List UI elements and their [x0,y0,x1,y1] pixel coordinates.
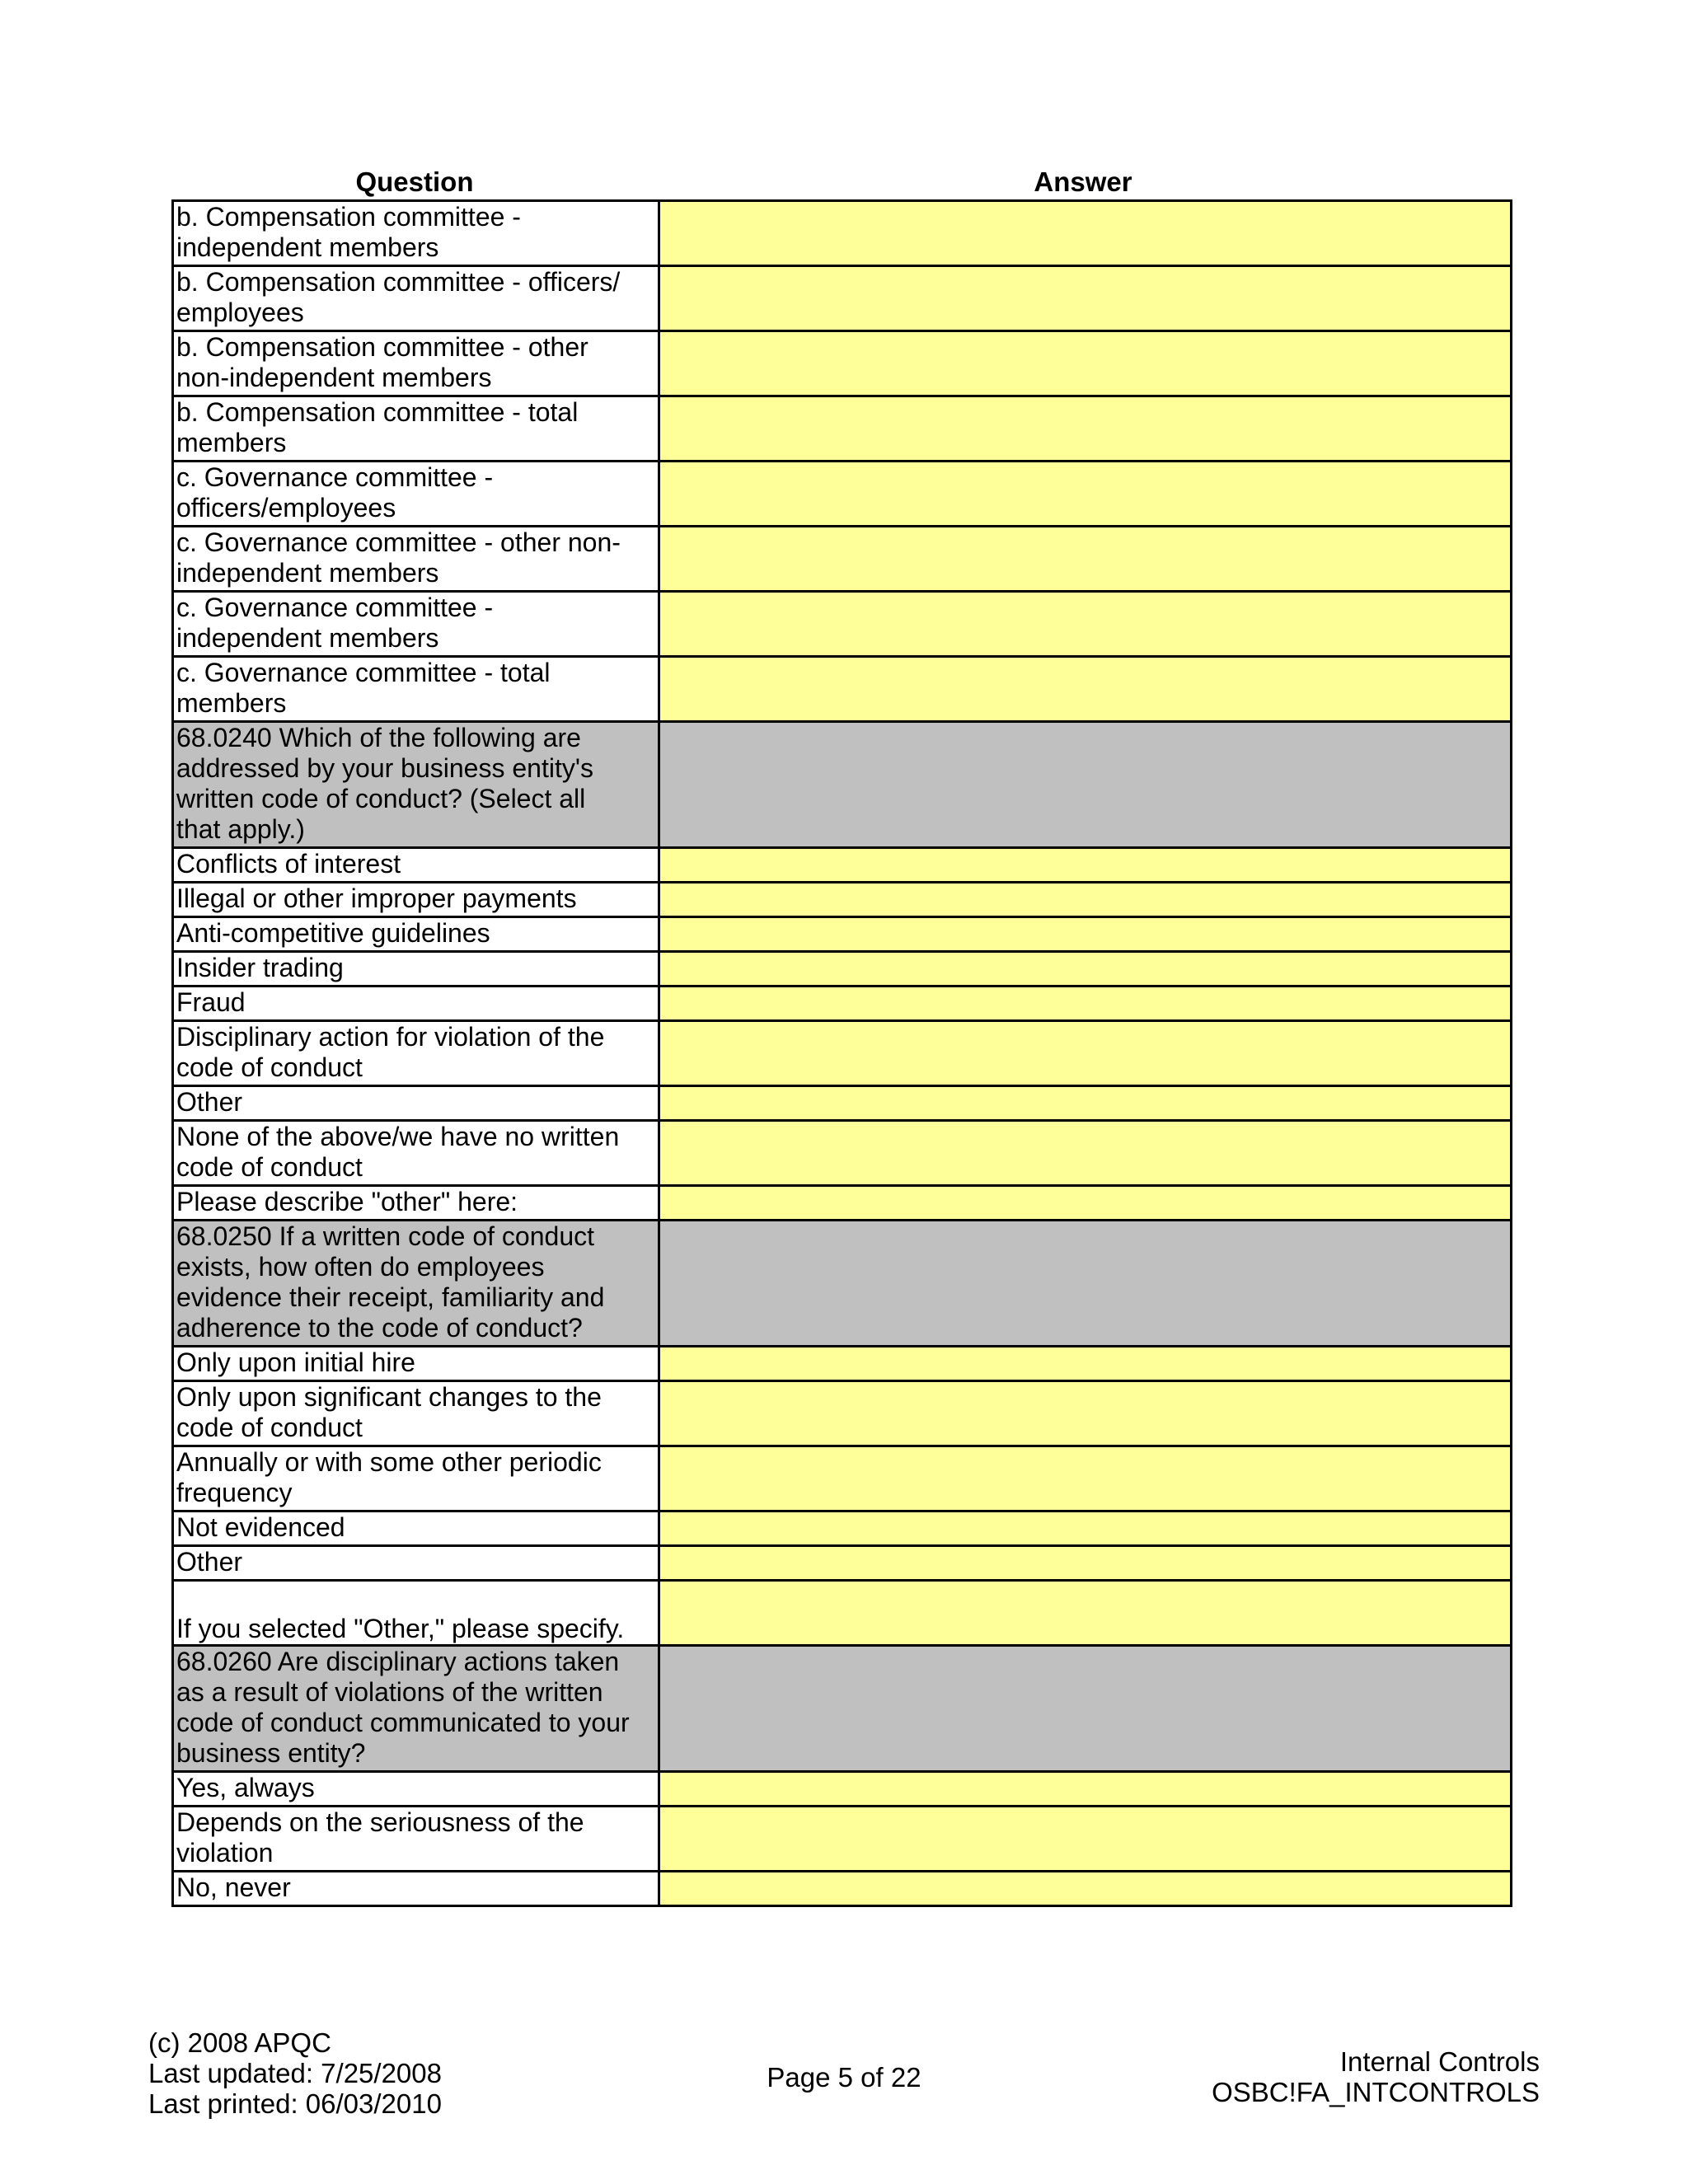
copyright-text: (c) 2008 APQC [148,2027,331,2058]
footer-right [1212,2046,1540,2107]
survey-table [171,199,1512,1907]
answer-input-cell[interactable] [659,1086,1512,1121]
option-label: Illegal or other improper payments [173,883,659,917]
question-answer-cell [659,722,1512,848]
section-name: Internal Controls [1339,2046,1540,2077]
option-label: Not evidenced [173,1511,659,1546]
option-label: Please describe "other" here: [173,1186,659,1221]
option-label: If you selected "Other," please specify. [173,1581,659,1646]
answer-input-cell[interactable] [659,1807,1512,1872]
option-label: Other [173,1086,659,1121]
question-text: 68.0250 If a written code of conduct exists, how often do employees evidence their receipt, familiarity and adherence to the code of conduct? [173,1221,659,1347]
answer-column-header: Answer [1034,166,1132,197]
question-text: 68.0240 Which of the following are addressed by your business entity's written code of conduct? (Select all that apply.) [173,722,659,848]
option-label: Depends on the seriousness of the violation [173,1807,659,1872]
question-text: 68.0260 Are disciplinary actions taken as a result of violations of the written code of conduct communicated to your business entity? [173,1646,659,1772]
answer-option-row [173,952,1512,987]
answer-option-row [173,1086,1512,1121]
option-label: Conflicts of interest [173,848,659,883]
answer-option-row [173,1347,1512,1381]
survey-table-body [173,201,1512,1906]
question-answer-cell [659,1221,1512,1347]
question-column-header: Question [355,166,474,197]
answer-input-cell[interactable] [659,1511,1512,1546]
option-label: Only upon initial hire [173,1347,659,1381]
option-label: c. Governance committee - independent members [173,592,659,657]
answer-option-row [173,848,1512,883]
answer-option-row [173,1581,1512,1646]
answer-option-row [173,657,1512,722]
answer-input-cell[interactable] [659,201,1512,266]
answer-option-row [173,1381,1512,1446]
answer-option-row [173,592,1512,657]
answer-option-row [173,987,1512,1021]
answer-option-row [173,1546,1512,1581]
option-label: Only upon significant changes to the code of conduct [173,1381,659,1446]
last-printed-text: Last printed: 06/03/2010 [148,2088,442,2119]
answer-input-cell[interactable] [659,1021,1512,1086]
answer-input-cell[interactable] [659,987,1512,1021]
option-label: No, never [173,1872,659,1906]
answer-input-cell[interactable] [659,917,1512,952]
option-label: b. Compensation committee - officers/ employees [173,266,659,331]
option-label: c. Governance committee - total members [173,657,659,722]
answer-option-row [173,266,1512,331]
option-label: b. Compensation committee - total members [173,396,659,462]
answer-input-cell[interactable] [659,1347,1512,1381]
answer-input-cell[interactable] [659,883,1512,917]
question-row [173,722,1512,848]
page-number: Page 5 of 22 [767,2062,921,2093]
answer-option-row [173,1807,1512,1872]
answer-option-row [173,1121,1512,1186]
answer-option-row [173,1186,1512,1221]
sheet-name: OSBC!FA_INTCONTROLS [1212,2077,1540,2107]
option-label: Other [173,1546,659,1581]
answer-option-row [173,396,1512,462]
answer-input-cell[interactable] [659,396,1512,462]
answer-input-cell[interactable] [659,331,1512,396]
answer-input-cell[interactable] [659,657,1512,722]
answer-option-row [173,917,1512,952]
option-label: Fraud [173,987,659,1021]
answer-option-row [173,883,1512,917]
answer-input-cell[interactable] [659,266,1512,331]
option-label: Yes, always [173,1772,659,1807]
answer-input-cell[interactable] [659,848,1512,883]
answer-input-cell[interactable] [659,1872,1512,1906]
option-label: None of the above/we have no written code of conduct [173,1121,659,1186]
answer-input-cell[interactable] [659,952,1512,987]
answer-option-row [173,527,1512,592]
answer-input-cell[interactable] [659,1186,1512,1221]
question-answer-cell [659,1646,1512,1772]
question-row [173,1646,1512,1772]
answer-input-cell[interactable] [659,1121,1512,1186]
answer-input-cell[interactable] [659,1546,1512,1581]
answer-input-cell[interactable] [659,462,1512,527]
answer-input-cell[interactable] [659,527,1512,592]
answer-option-row [173,331,1512,396]
question-row [173,1221,1512,1347]
answer-option-row [173,1511,1512,1546]
answer-option-row [173,462,1512,527]
answer-input-cell[interactable] [659,1446,1512,1511]
answer-input-cell[interactable] [659,1772,1512,1807]
answer-option-row [173,1872,1512,1906]
answer-option-row [173,1772,1512,1807]
answer-input-cell[interactable] [659,592,1512,657]
option-label: b. Compensation committee - other non-independent members [173,331,659,396]
option-label: b. Compensation committee - independent members [173,201,659,266]
answer-input-cell[interactable] [659,1581,1512,1646]
answer-option-row [173,1446,1512,1511]
answer-input-cell[interactable] [659,1381,1512,1446]
option-label: Anti-competitive guidelines [173,917,659,952]
option-label: c. Governance committee - other non- independent members [173,527,659,592]
answer-option-row [173,1021,1512,1086]
last-updated-text: Last updated: 7/25/2008 [148,2058,442,2088]
option-label: c. Governance committee - officers/employees [173,462,659,527]
option-label: Disciplinary action for violation of the code of conduct [173,1021,659,1086]
option-label: Insider trading [173,952,659,987]
answer-option-row [173,201,1512,266]
option-label: Annually or with some other periodic frequency [173,1446,659,1511]
